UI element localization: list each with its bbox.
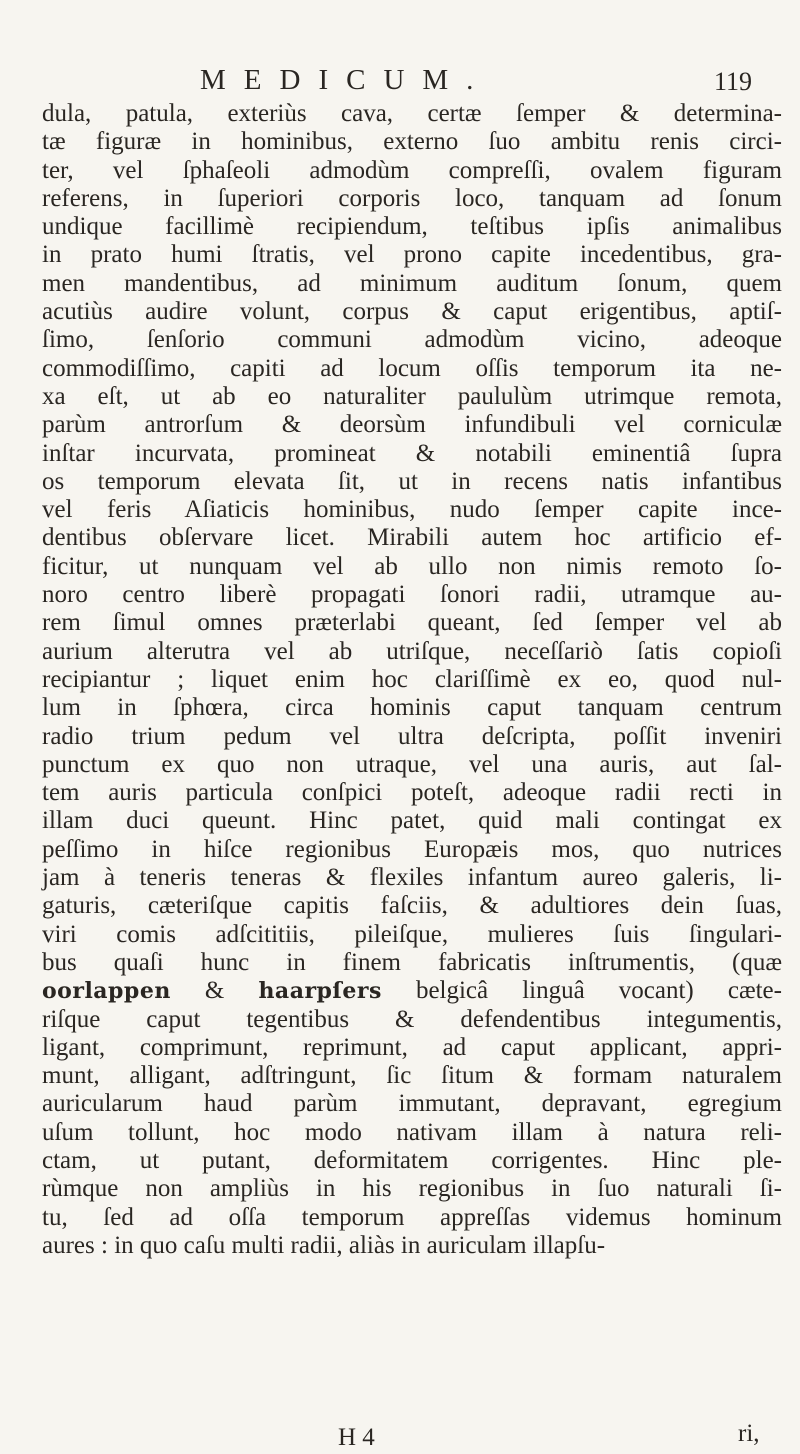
text-line: uſum tollunt, hoc modo nativam illam à natura reli- — [42, 1118, 782, 1146]
text-line: auricularum haud parùm immutant, depravant, egregium — [42, 1090, 782, 1118]
text-line: rem ſimul omnes præterlabi queant, ſed ſemper vel ab — [42, 609, 782, 637]
catchword: ri, — [738, 1420, 760, 1447]
text-line: men mandentibus, ad minimum auditum ſonum, quem — [42, 269, 782, 297]
text-line: xa eſt, ut ab eo naturaliter paululùm utrimque remota, — [42, 382, 782, 410]
text-line: in prato humi ſtratis, vel prono capite incedentibus, gra- — [42, 241, 782, 269]
text-line: aures : in quo caſu multi radii, aliàs in auriculam illapſu- — [42, 1231, 606, 1259]
text-line: os temporum elevata ſit, ut in recens natis infantibus — [42, 467, 782, 495]
text-line: ficitur, ut nunquam vel ab ullo non nimis remoto ſo- — [42, 552, 782, 580]
text-line: ctam, ut putant, deformitatem corrigentes. Hinc ple- — [42, 1146, 782, 1174]
text-line: jam à teneris teneras & flexiles infantum aureo galeris, li- — [42, 864, 782, 892]
running-head — [0, 60, 800, 100]
text-line: peſſimo in hiſce regionibus Europæis mos, quo nutrices — [42, 835, 782, 863]
page-number: 119 — [714, 67, 753, 96]
text-line: riſque caput tegentibus & defendentibus integumentis, — [42, 1005, 782, 1033]
running-title: MEDICUM. — [200, 64, 492, 96]
text-line: referens, in ſuperiori corporis loco, tanquam ad ſonum — [42, 184, 782, 212]
text-line: punctum ex quo non utraque, vel una auris, aut ſal- — [42, 750, 782, 778]
text-line: commodiſſimo, capiti ad locum oſſis temporum ita ne- — [42, 354, 782, 382]
text-line: viri comis adſcititiis, pileiſque, mulieres ſuis ſingulari- — [42, 920, 782, 948]
text-line: tæ figuræ in hominibus, externo ſuo ambitu renis circi- — [42, 128, 782, 156]
text-line: recipiantur ; liquet enim hoc clariſſimè ex eo, quod nul- — [42, 665, 782, 693]
text-line: illam duci queunt. Hinc patet, quid mali contingat ex — [42, 807, 782, 835]
text-line: inſtar incurvata, promineat & notabili eminentiâ ſupra — [42, 439, 782, 467]
text-line: lum in ſphœra, circa hominis caput tanquam centrum — [42, 694, 782, 722]
page-footer — [0, 1420, 800, 1454]
text-line: radio trium pedum vel ultra deſcripta, poſſit inveniri — [42, 722, 782, 750]
text-line: ligant, comprimunt, reprimunt, ad caput applicant, appri- — [42, 1033, 782, 1061]
body-text — [42, 100, 782, 1260]
text-line: acutiùs audire volunt, corpus & caput erigentibus, aptiſ- — [42, 298, 782, 326]
text-line: gaturis, cæteriſque capitis faſciis, & adultiores dein ſuas, — [42, 892, 782, 920]
text-line: munt, alligant, adſtringunt, ſic ſitum & formam naturalem — [42, 1062, 782, 1090]
blackletter-word: haarpſers — [258, 978, 382, 1005]
text-line: parùm antrorſum & deorsùm infundibuli vel corniculæ — [42, 411, 782, 439]
text-line: dula, patula, exteriùs cava, certæ ſemper & determina- — [42, 100, 782, 127]
text-line: oorlappen & haarpſers belgicâ linguâ vocant) cæte- — [42, 977, 782, 1005]
text-line: tem auris particula conſpici poteſt, adeoque radii recti in — [42, 779, 782, 807]
text-line: noro centro liberè propagati ſonori radii, utramque au- — [42, 581, 782, 609]
blackletter-word: oorlappen — [42, 978, 171, 1005]
text-line: aurium alterutra vel ab utriſque, neceſſariò ſatis copioſi — [42, 637, 782, 665]
text-line: vel feris Aſiaticis hominibus, nudo ſemper capite ince- — [42, 496, 782, 524]
text-line: tu, ſed ad oſſa temporum appreſſas videmus hominum — [42, 1203, 782, 1231]
text-line: ter, vel ſphaſeoli admodùm compreſſi, ovalem figuram — [42, 156, 782, 184]
text-line: dentibus obſervare licet. Mirabili autem hoc artificio ef- — [42, 524, 782, 552]
text-line: undique facillimè recipiendum, teſtibus ipſis animalibus — [42, 213, 782, 241]
text-line: bus quaſi hunc in finem fabricatis inſtrumentis, (quæ — [42, 948, 782, 976]
signature-mark: H 4 — [338, 1424, 375, 1451]
text-line: ſimo, ſenſorio communi admodùm vicino, adeoque — [42, 326, 782, 354]
text-line: rùmque non ampliùs in his regionibus in ſuo naturali ſi- — [42, 1175, 782, 1203]
